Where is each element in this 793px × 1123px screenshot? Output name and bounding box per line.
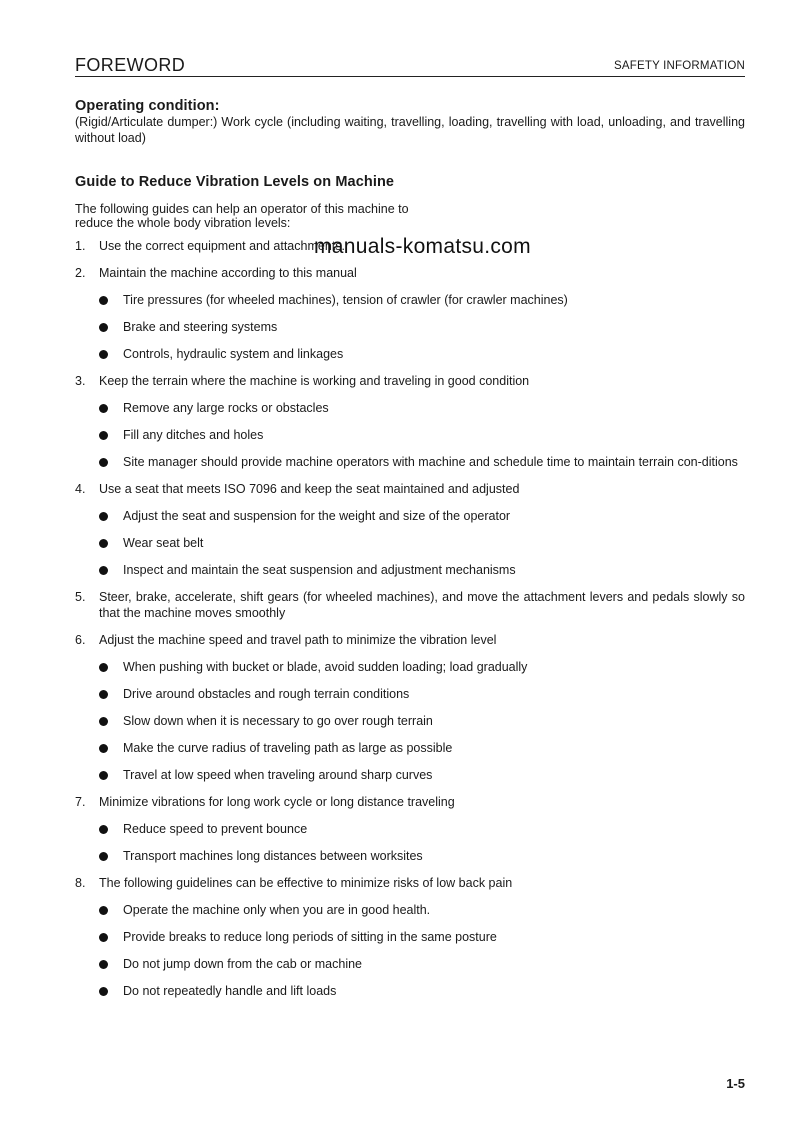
guide-step [75,481,745,578]
operating-condition-text: (Rigid/Articulate dumper:) Work cycle (including waiting, travelling, loading, travelling with load, unloading, and travelling without load) [75,115,745,145]
step-number: 7. [75,795,86,809]
step-number: 3. [75,374,86,388]
bullet-text: Transport machines long distances between worksites [123,849,423,863]
step-number: 8. [75,876,86,890]
bullet-item [75,902,745,918]
bullet-dot-icon [99,960,108,969]
bullet-text: Slow down when it is necessary to go over rough terrain [123,714,433,728]
step-row [75,794,745,810]
guide-step [75,373,745,470]
page-header [75,54,745,77]
step-text: Use a seat that meets ISO 7096 and keep the seat maintained and adjusted [99,482,520,496]
guide-steps-list [75,238,745,999]
bullet-text: Make the curve radius of traveling path as large as possible [123,741,453,755]
page-number: 1-5 [726,1076,745,1091]
bullet-text: Adjust the seat and suspension for the weight and size of the operator [123,509,511,523]
intro-line: The following guides can help an operator of this machine to [75,202,409,216]
bullet-dot-icon [99,987,108,996]
bullet-dot-icon [99,663,108,672]
bullet-item [75,319,745,335]
step-number: 1. [75,239,86,253]
bullet-text: Fill any ditches and holes [123,428,264,442]
bullet-dot-icon [99,431,108,440]
step-row [75,238,745,254]
bullet-item [75,713,745,729]
guide-step [75,875,745,999]
step-row [75,481,745,497]
step-row [75,875,745,891]
bullet-text: Reduce speed to prevent bounce [123,822,308,836]
bullet-text: Remove any large rocks or obstacles [123,401,329,415]
bullet-text: Operate the machine only when you are in good health. [123,903,431,917]
bullet-text: Brake and steering systems [123,320,278,334]
vibration-guide-intro [75,202,745,230]
bullet-text: Do not jump down from the cab or machine [123,957,363,971]
step-number: 6. [75,633,86,647]
page-content [75,98,745,1010]
bullet-text: Wear seat belt [123,536,204,550]
bullet-list [75,902,745,999]
bullet-item [75,508,745,524]
bullet-item [75,740,745,756]
step-row [75,632,745,648]
bullet-text: When pushing with bucket or blade, avoid sudden loading; load gradually [123,660,528,674]
step-text: Use the correct equipment and attachments. [99,239,345,253]
chapter-title: FOREWORD [75,55,186,75]
step-text: Steer, brake, accelerate, shift gears (for wheeled machines), and move the attachment levers and pedals slowly so that the machine moves smoothly [99,590,745,620]
bullet-item [75,956,745,972]
step-text: Minimize vibrations for long work cycle or long distance traveling [99,795,455,809]
bullet-text: Travel at low speed when traveling around sharp curves [123,768,433,782]
step-number: 5. [75,590,86,604]
bullet-item [75,427,745,443]
bullet-item [75,292,745,308]
bullet-dot-icon [99,906,108,915]
guide-step [75,238,745,254]
step-row [75,589,745,621]
bullet-dot-icon [99,690,108,699]
bullet-item [75,929,745,945]
guide-step [75,632,745,783]
bullet-text: Do not repeatedly handle and lift loads [123,984,337,998]
bullet-text: Inspect and maintain the seat suspension and adjustment mechanisms [123,563,516,577]
bullet-text: Drive around obstacles and rough terrain conditions [123,687,410,701]
bullet-dot-icon [99,744,108,753]
bullet-item [75,454,745,470]
section-title: SAFETY INFORMATION [614,60,745,72]
bullet-dot-icon [99,404,108,413]
bullet-list [75,821,745,864]
step-text: The following guidelines can be effective to minimize risks of low back pain [99,876,513,890]
bullet-item [75,767,745,783]
step-text: Adjust the machine speed and travel path to minimize the vibration level [99,633,497,647]
bullet-list [75,508,745,578]
bullet-item [75,346,745,362]
bullet-list [75,659,745,783]
bullet-item [75,535,745,551]
bullet-list [75,400,745,470]
bullet-dot-icon [99,323,108,332]
bullet-dot-icon [99,539,108,548]
bullet-dot-icon [99,566,108,575]
bullet-list [75,292,745,362]
step-number: 4. [75,482,86,496]
bullet-text: Provide breaks to reduce long periods of sitting in the same posture [123,930,497,944]
bullet-text: Controls, hydraulic system and linkages [123,347,344,361]
intro-line: reduce the whole body vibration levels: [75,216,291,230]
guide-step [75,589,745,621]
bullet-dot-icon [99,512,108,521]
bullet-item [75,659,745,675]
bullet-item [75,400,745,416]
step-row [75,265,745,281]
bullet-text: Tire pressures (for wheeled machines), tension of crawler (for crawler machines) [123,293,568,307]
bullet-dot-icon [99,717,108,726]
bullet-item [75,686,745,702]
bullet-dot-icon [99,825,108,834]
bullet-dot-icon [99,852,108,861]
bullet-dot-icon [99,771,108,780]
bullet-item [75,848,745,864]
guide-step [75,265,745,362]
bullet-item [75,821,745,837]
step-number: 2. [75,266,86,280]
watermark-text: manuals-komatsu.com [314,235,531,258]
step-text: Maintain the machine according to this manual [99,266,357,280]
bullet-dot-icon [99,296,108,305]
operating-condition-heading: Operating condition: [75,98,220,114]
vibration-guide-heading: Guide to Reduce Vibration Levels on Machine [75,174,395,190]
bullet-dot-icon [99,933,108,942]
guide-step [75,794,745,864]
bullet-text: Site manager should provide machine operators with machine and schedule time to maintain terrain con-ditions [123,455,738,469]
step-text: Keep the terrain where the machine is working and traveling in good condition [99,374,530,388]
bullet-item [75,562,745,578]
bullet-dot-icon [99,458,108,467]
bullet-item [75,983,745,999]
bullet-dot-icon [99,350,108,359]
step-row [75,373,745,389]
